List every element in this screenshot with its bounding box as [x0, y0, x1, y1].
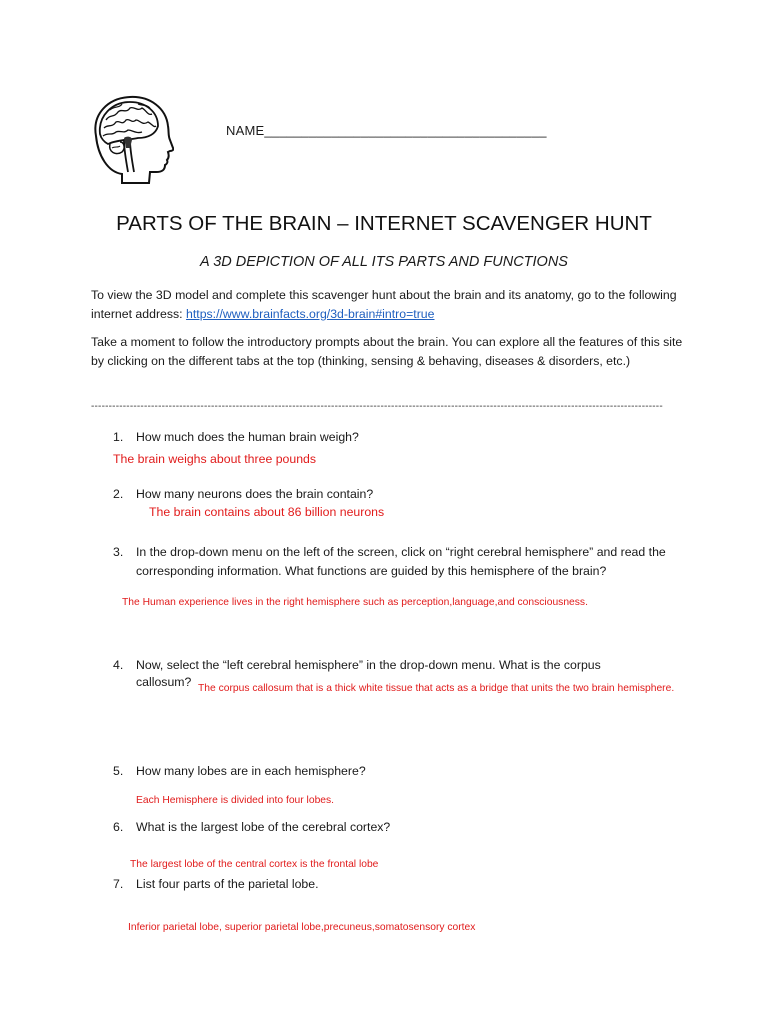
question-number: 2.: [113, 487, 124, 501]
answer-6: The largest lobe of the central cortex is the frontal lobe: [130, 859, 379, 870]
question-7: [113, 875, 673, 894]
question-number: 7.: [113, 877, 124, 891]
question-6: [113, 818, 673, 837]
question-5: [113, 762, 673, 781]
brainfacts-link[interactable]: https://www.brainfacts.org/3d-brain#intro=true: [186, 306, 435, 321]
brain-head-logo: [86, 90, 174, 184]
question-3: [113, 543, 673, 580]
intro-paragraph: [91, 286, 691, 323]
page-subtitle: A 3D DEPICTION OF ALL ITS PARTS AND FUNCTIONS: [200, 254, 568, 270]
name-field: NAME______________________________________: [226, 123, 547, 138]
instructions-paragraph: Take a moment to follow the introductory prompts about the brain. You can explore all the features of this site by clicking on the different tabs at the top (thinking, sensing & behaving, diseases & disorders, etc.): [91, 335, 683, 368]
answer-7: Inferior parietal lobe, superior parietal lobe,precuneus,somatosensory cortex: [128, 922, 476, 933]
answer-1: The brain weighs about three pounds: [113, 452, 317, 466]
question-number: 1.: [113, 430, 124, 444]
answer-5: Each Hemisphere is divided into four lobes.: [136, 795, 335, 806]
question-number: 5.: [113, 764, 124, 778]
question-number: 6.: [113, 820, 124, 834]
brain-illustration-icon: [86, 90, 174, 184]
question-text: How many neurons does the brain contain?: [136, 487, 374, 501]
answer-4: The corpus callosum that is a thick white tissue that acts as a bridge that units the two brain hemisphere.: [198, 683, 675, 694]
question-4: [113, 656, 673, 675]
question-number: 4.: [113, 658, 124, 672]
question-text: How much does the human brain weigh?: [136, 430, 359, 444]
question-number: 3.: [113, 545, 124, 559]
question-2: [113, 485, 673, 504]
question-1: [113, 428, 673, 447]
intro-text: To view the 3D model and complete this scavenger hunt about the brain and its anatomy, go to the following internet address:: [91, 288, 677, 321]
question-text: Now, select the “left cerebral hemisphere” in the drop-down menu. What is the corpus: [136, 658, 601, 672]
section-divider: ------------------------------------------------------------------------------------------------------------------------------------------------------------------: [91, 401, 663, 412]
page-title: PARTS OF THE BRAIN – INTERNET SCAVENGER HUNT: [116, 212, 652, 235]
question-text: How many lobes are in each hemisphere?: [136, 764, 366, 778]
question-text: List four parts of the parietal lobe.: [136, 877, 319, 891]
question-text: In the drop-down menu on the left of the screen, click on “right cerebral hemisphere” and read the corresponding information. What functions are guided by this hemisphere of the brain?: [136, 545, 666, 578]
question-text: What is the largest lobe of the cerebral cortex?: [136, 820, 391, 834]
answer-3: The Human experience lives in the right hemisphere such as perception,language,and consciousness.: [122, 597, 588, 608]
answer-2: The brain contains about 86 billion neurons: [149, 505, 385, 519]
question-4-continued: callosum?: [136, 675, 192, 689]
